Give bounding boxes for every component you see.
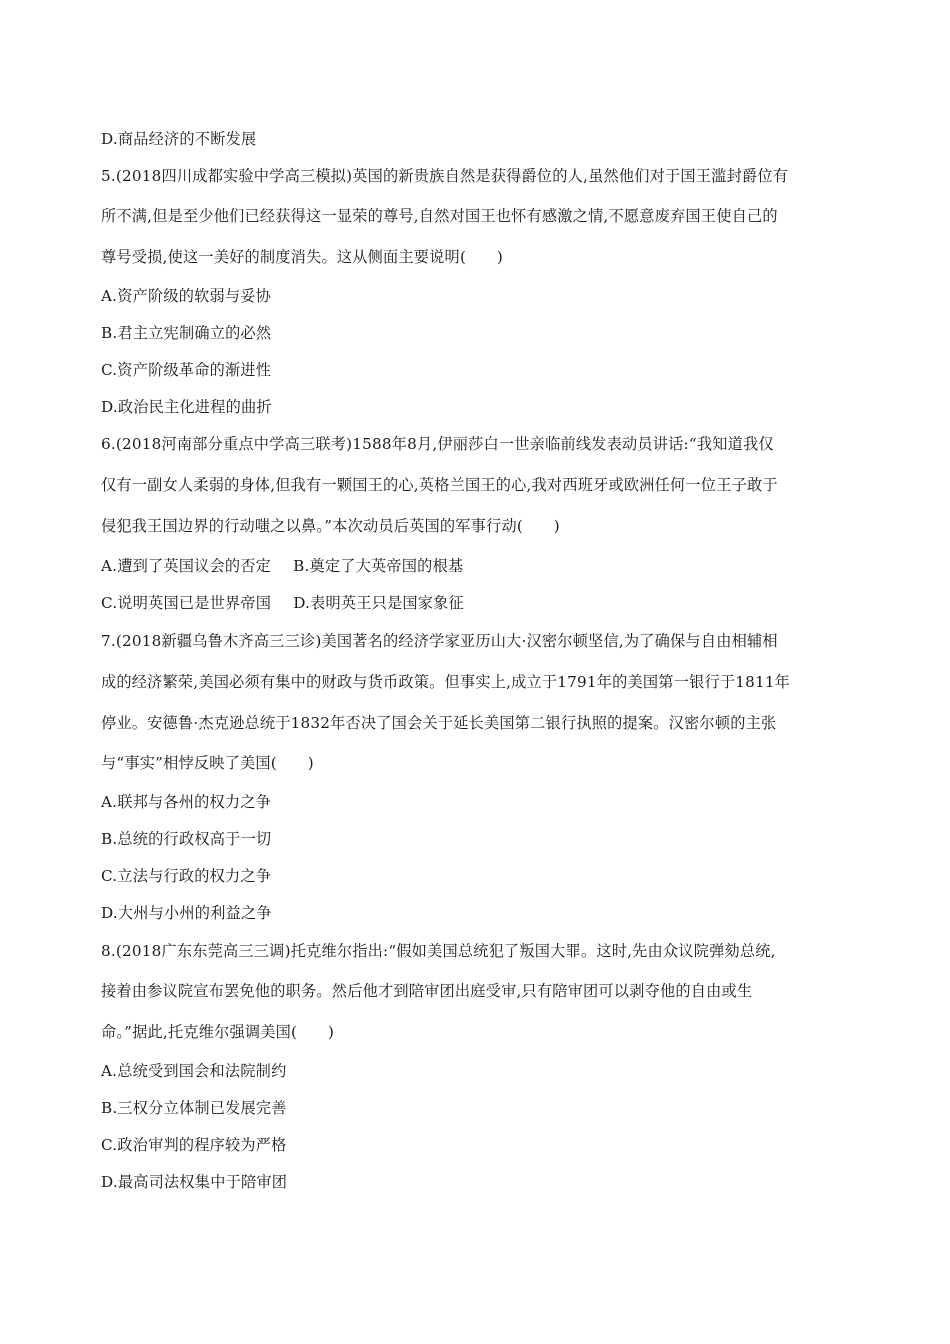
option-c: C.立法与行政的权力之争 (101, 867, 272, 885)
option-b: B.君主立宪制确立的必然 (101, 324, 272, 342)
question-stem-line: 7.(2018新疆乌鲁木齐高三三诊)美国著名的经济学家亚历山大·汉密尔顿坚信,为了确保与自由相辅相 (101, 632, 778, 650)
option-d: D.表明英王只是国家象征 (293, 594, 464, 612)
option-b: B.三权分立体制已发展完善 (101, 1099, 287, 1117)
question-stem-line: 与“事实”相悖反映了美国( ) (101, 754, 314, 772)
option-row (101, 556, 861, 576)
question-stem-line: 接着由参议院宣布罢免他的职务。然后他才到陪审团出庭受审,只有陪审团可以剥夺他的自由或生 (101, 982, 753, 1000)
question-stem-line: 成的经济繁荣,美国必须有集中的财政与货币政策。但事实上,成立于1791年的美国第一银行于1811年 (101, 673, 791, 691)
option-d: D.政治民主化进程的曲折 (101, 398, 272, 416)
option-a: A.联邦与各州的权力之争 (101, 793, 272, 811)
question-stem-line: 停业。安德鲁·杰克逊总统于1832年否决了国会关于延长美国第二银行执照的提案。汉密尔顿的主张 (101, 714, 777, 732)
question-stem-line: 侵犯我王国边界的行动嗤之以鼻。”本次动员后英国的军事行动( ) (101, 517, 560, 535)
question-stem-line: 8.(2018广东东莞高三三调)托克维尔指出:“假如美国总统犯了叛国大罪。这时,先由众议院弹劾总统, (101, 942, 776, 960)
question-stem-line: 命。”据此,托克维尔强调美国( ) (101, 1023, 335, 1041)
option-b: B.奠定了大英帝国的根基 (293, 557, 464, 575)
option-d: D.大州与小州的利益之争 (101, 904, 272, 922)
question-stem-line: 5.(2018四川成都实验中学高三模拟)英国的新贵族自然是获得爵位的人,虽然他们对于国王滥封爵位有 (101, 167, 789, 185)
option-d: D.最高司法权集中于陪审团 (101, 1173, 288, 1191)
option-row (101, 593, 861, 613)
question-stem-line: 所不满,但是至少他们已经获得这一显荣的尊号,自然对国王也怀有感激之情,不愿意废弃国王使自己的 (101, 207, 778, 225)
option-b: B.总统的行政权高于一切 (101, 830, 272, 848)
option-c: C.说明英国已是世界帝国 (101, 594, 272, 612)
option-text: D.商品经济的不断发展 (101, 130, 257, 148)
question-stem-line: 尊号受损,使这一美好的制度消失。这从侧面主要说明( ) (101, 248, 503, 266)
option-a: A.总统受到国会和法院制约 (101, 1062, 287, 1080)
option-a: A.资产阶级的软弱与妥协 (101, 287, 272, 305)
option-a: A.遭到了英国议会的否定 (101, 557, 272, 575)
option-c: C.资产阶级革命的渐进性 (101, 361, 272, 379)
question-stem-line: 仅有一副女人柔弱的身体,但我有一颗国王的心,英格兰国王的心,我对西班牙或欧洲任何一位王子敢于 (101, 476, 778, 494)
option-c: C.政治审判的程序较为严格 (101, 1136, 287, 1154)
question-stem-line: 6.(2018河南部分重点中学高三联考)1588年8月,伊丽莎白一世亲临前线发表动员讲话:“我知道我仅 (101, 435, 774, 453)
